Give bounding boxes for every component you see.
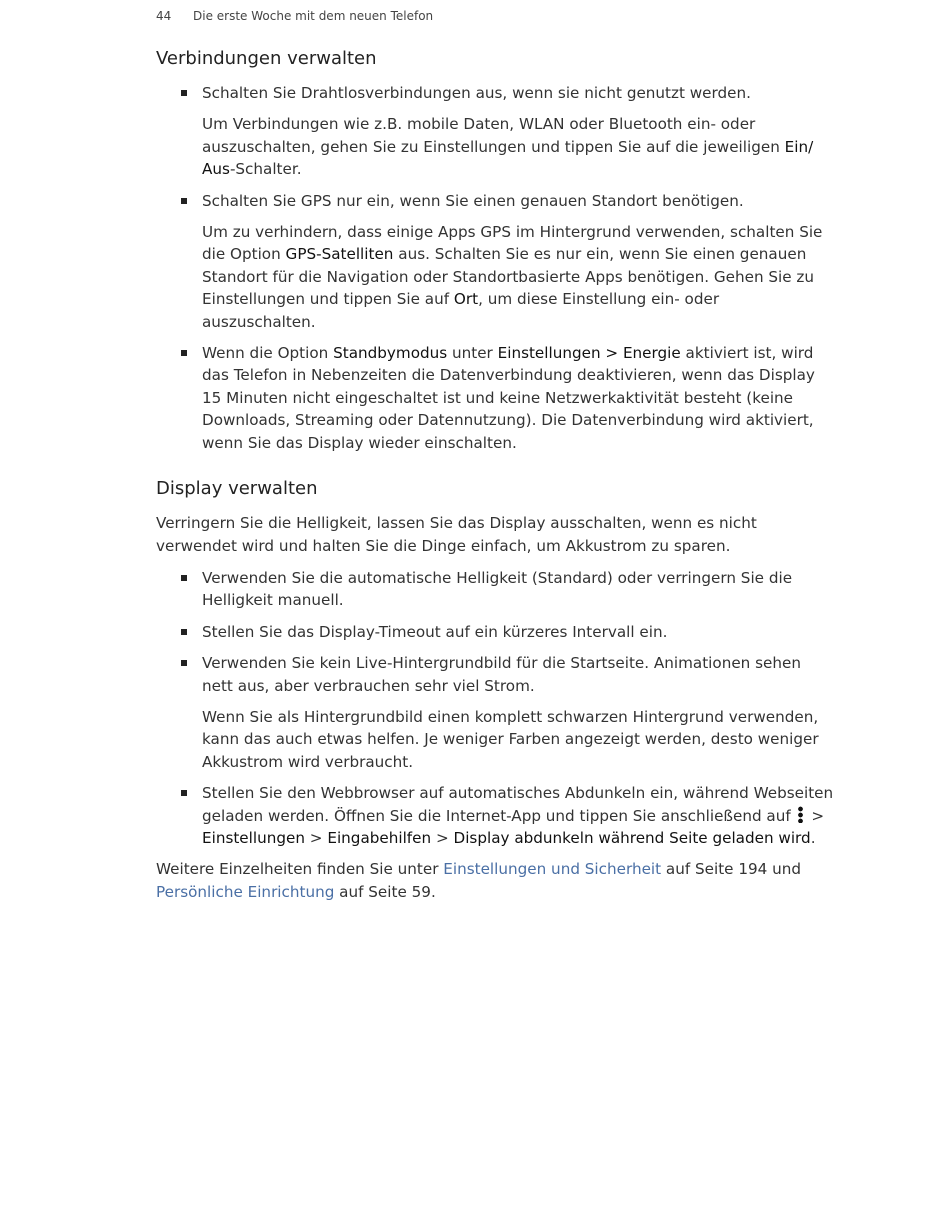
text-run: auf Seite 194 und (661, 860, 802, 879)
list-item (156, 652, 836, 773)
section-heading-display: Display verwalten (156, 478, 318, 500)
list-item (156, 782, 836, 849)
bullet-detail (202, 221, 836, 333)
ui-term: Einstellungen > Energie (497, 344, 681, 363)
text-run: Stellen Sie den Webbrowser auf automatisches Abdunkeln ein, während Webseiten geladen werden. Öffnen Sie die Internet-App und tippen Sie anschließend auf (202, 784, 834, 825)
bullet-detail: Wenn Sie als Hintergrundbild einen komplett schwarzen Hintergrund verwenden, kann das auch etwas helfen. Je weniger Farben angezeigt werden, desto weniger Akkustrom wird verbraucht. (202, 707, 819, 771)
section-heading-connections: Verbindungen verwalten (156, 48, 377, 69)
bullet-square-icon (181, 790, 187, 796)
menu-dots-icon (798, 806, 803, 823)
bullet-text: Verwenden Sie die automatische Helligkeit (Standard) oder verringern Sie die Helligkeit manuell. (202, 568, 793, 610)
list-item (156, 621, 836, 643)
bullet-text: Schalten Sie Drahtlosverbindungen aus, wenn sie nicht genutzt werden. (202, 84, 751, 102)
ui-term: Ort (453, 290, 479, 309)
display-list (156, 567, 836, 849)
bullet-square-icon (181, 350, 187, 356)
running-header (156, 9, 433, 23)
text-run: auf Seite 59. (334, 882, 436, 901)
text-run: Weitere Einzelheiten finden Sie unter (156, 860, 444, 879)
bullet-square-icon (181, 90, 187, 96)
bullet-text: Verwenden Sie kein Live-Hintergrundbild für die Startseite. Animationen sehen nett aus, aber verbrauchen sehr viel Strom. (202, 654, 801, 695)
text-run: . (810, 828, 816, 847)
page-content (156, 46, 836, 903)
closing-paragraph (156, 858, 836, 903)
ui-term: GPS-Satelliten (285, 245, 394, 264)
list-item (156, 567, 836, 612)
list-item (156, 342, 836, 454)
list-item (156, 190, 836, 333)
ui-term: Eingabehilfen (327, 828, 432, 847)
text-run: > (304, 828, 328, 847)
text-run: Wenn die Option (202, 344, 334, 363)
ui-term: Display abdunkeln während Seite geladen wird (453, 828, 811, 847)
ui-term: Standbymodus (333, 344, 448, 363)
bullet-square-icon (181, 660, 187, 666)
link-settings-security[interactable]: Einstellungen und Sicherheit (443, 860, 662, 879)
text-run: Um Verbindungen wie z.B. mobile Daten, WLAN oder Bluetooth ein- oder auszuschalten, gehen Sie zu Einstellungen und tippen Sie auf die jeweiligen (202, 115, 785, 156)
text-run: -Schalter. (229, 160, 302, 179)
link-personal-setup[interactable]: Persönliche Einrichtung (156, 882, 335, 901)
chapter-title: Die erste Woche mit dem neuen Telefon (193, 9, 434, 23)
list-item (156, 82, 836, 181)
section-intro: Verringern Sie die Helligkeit, lassen Sie das Display ausschalten, wenn es nicht verwendet wird und halten Sie die Dinge einfach, um Akkustrom zu sparen. (156, 514, 757, 555)
bullet-text (202, 342, 836, 454)
text-run: > (806, 806, 825, 825)
text-run: > (431, 828, 454, 847)
text-run: unter (447, 344, 498, 363)
text-run: Um zu verhindern, dass einige Apps GPS im Hintergrund verwenden, schalten Sie die Option (202, 223, 823, 264)
ui-term: Ein/ Aus (202, 137, 814, 179)
ui-term: Einstellungen (202, 828, 305, 847)
bullet-text: Schalten Sie GPS nur ein, wenn Sie einen genauen Standort benötigen. (202, 191, 744, 210)
text-run: , um diese Einstellung ein- oder auszuschalten. (202, 290, 720, 331)
bullet-square-icon (181, 629, 187, 635)
bullet-text (202, 782, 836, 849)
text-run: aus. Schalten Sie es nur ein, wenn Sie einen genauen Standort für die Navigation oder Standortbasierte Apps benötigen. Gehen Sie zu Einstellungen und tippen Sie auf (202, 245, 815, 309)
page-number: 44 (156, 9, 172, 23)
bullet-square-icon (181, 575, 187, 581)
connections-list (156, 82, 836, 454)
text-run: aktiviert ist, wird das Telefon in Nebenzeiten die Datenverbindung deaktivieren, wenn das Display 15 Minuten nicht eingeschaltet ist und keine Netzwerkaktivität besteht (keine Downloads, Streaming oder Datennutzung). Die Datenverbindung wird aktiviert, wenn Sie das Display wieder einschalten. (202, 344, 815, 452)
bullet-detail (202, 113, 836, 180)
bullet-text: Stellen Sie das Display-Timeout auf ein kürzeres Intervall ein. (202, 622, 668, 641)
bullet-square-icon (181, 198, 187, 204)
